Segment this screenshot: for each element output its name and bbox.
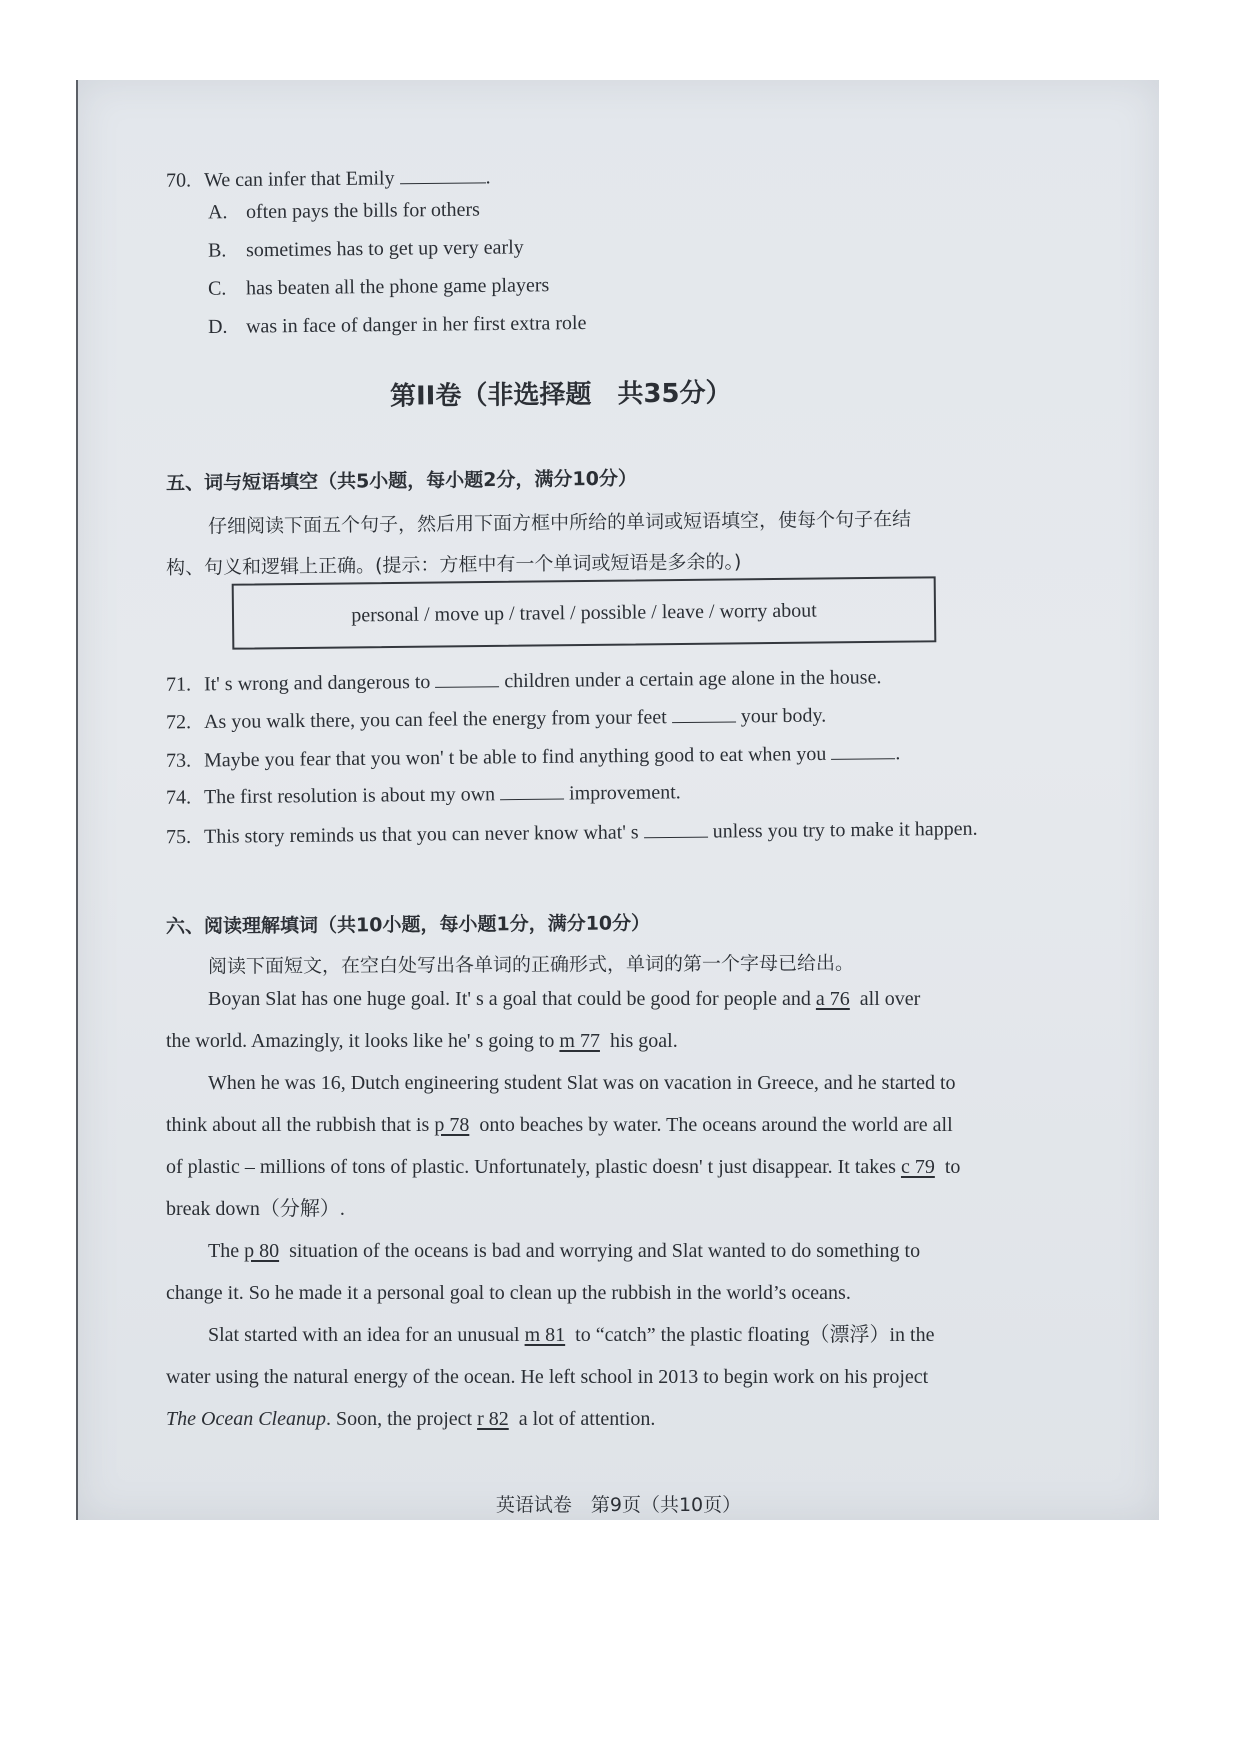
page-footer: 英语试卷 第9页（共10页） xyxy=(495,1494,742,1516)
option-letter: C. xyxy=(207,277,227,300)
cloze-blank-78: p 78 xyxy=(434,1114,470,1136)
project-title: The Ocean Cleanup xyxy=(166,1408,326,1430)
question-75 xyxy=(166,814,978,849)
passage-paragraph-3 xyxy=(166,1230,1071,1314)
question-text: your body. xyxy=(740,704,827,728)
option-text: was in face of danger in her first extra role xyxy=(245,312,587,338)
option-c xyxy=(208,274,549,301)
question-text: As you walk there, you can feel the energy from your feet xyxy=(203,706,667,734)
option-letter: A. xyxy=(207,201,228,224)
passage-paragraph-2 xyxy=(166,1062,1071,1230)
question-text: improvement. xyxy=(568,781,681,805)
question-text: . xyxy=(895,742,901,765)
question-text: Maybe you fear that you won' t be able to find anything good to eat when you xyxy=(203,742,827,772)
passage-line xyxy=(166,1314,1071,1356)
exam-paper xyxy=(76,80,1159,1520)
word-box-options: personal / move up / travel / possible / leave / worry about xyxy=(351,599,817,626)
passage-line: break down（分解）. xyxy=(166,1198,345,1220)
passage-text: Slat started with an idea for an unusual xyxy=(208,1324,520,1346)
answer-blank xyxy=(399,162,485,184)
cloze-blank-76: a 76 xyxy=(815,988,850,1010)
question-72 xyxy=(166,701,826,735)
passage-text: onto beaches by water. The oceans around the world are all xyxy=(479,1114,953,1136)
passage-line: change it. So he made it a personal goal to clean up the rubbish in the world’s oceans. xyxy=(166,1282,851,1304)
passage-text: The xyxy=(208,1240,240,1262)
option-text: often pays the bills for others xyxy=(245,198,480,224)
question-70-stem xyxy=(166,162,491,192)
section-title: 六、阅读理解填词（共10小题，每小题1分，满分10分） xyxy=(165,912,651,938)
question-73 xyxy=(166,738,901,773)
cloze-blank-79: c 79 xyxy=(900,1156,935,1178)
option-d xyxy=(208,312,587,339)
cloze-blank-80: p 80 xyxy=(244,1240,280,1262)
cloze-blank-81: m 81 xyxy=(524,1324,566,1346)
passage-line xyxy=(166,1398,1071,1440)
passage-line: When he was 16, Dutch engineering student Slat was on vacation in Greece, and he started to xyxy=(208,1072,956,1094)
question-number: 72. xyxy=(165,711,192,734)
question-text: The first resolution is about my own xyxy=(203,783,496,809)
passage-line xyxy=(166,1104,1071,1146)
passage-line xyxy=(166,1230,1071,1272)
option-text: sometimes has to get up very early xyxy=(245,236,524,262)
passage-text: of plastic – millions of tons of plastic. Unfortunately, plastic doesn' t just disappear. It takes xyxy=(166,1156,896,1178)
passage-text: to “catch” the plastic floating（漂浮）in the xyxy=(575,1324,935,1346)
passage-text: situation of the oceans is bad and worrying and Slat wanted to do something to xyxy=(289,1240,921,1262)
passage-text: to xyxy=(944,1156,961,1178)
passage-text: the world. Amazingly, it looks like he' s going to xyxy=(166,1030,555,1052)
part-heading: 第II卷（非选择题 共35分） xyxy=(389,378,732,412)
option-a xyxy=(208,199,480,225)
word-box xyxy=(232,576,937,649)
answer-blank xyxy=(643,817,707,839)
option-letter: B. xyxy=(207,239,227,262)
question-text: unless you try to make it happen. xyxy=(712,817,978,843)
passage-text: a lot of attention. xyxy=(518,1408,656,1430)
section-instruction: 仔细阅读下面五个句子，然后用下面方框中所给的单词或短语填空，使每个句子在结 xyxy=(207,508,912,538)
question-74 xyxy=(166,777,681,809)
option-b xyxy=(208,236,524,262)
answer-blank xyxy=(831,738,895,760)
question-71 xyxy=(166,662,882,696)
section-instruction: 构、句义和逻辑上正确。(提示：方框中有一个单词或短语是多余的。) xyxy=(165,550,742,580)
passage-text: . Soon, the project xyxy=(325,1408,473,1430)
option-letter: D. xyxy=(207,315,228,338)
passage-line xyxy=(166,1020,1071,1062)
passage-line xyxy=(166,1146,1071,1188)
passage-paragraph-4 xyxy=(166,1314,1071,1440)
question-number: 70. xyxy=(165,169,192,192)
question-text: children under a certain age alone in the house. xyxy=(504,666,882,693)
question-number: 71. xyxy=(165,673,192,696)
section-title: 五、词与短语填空（共5小题，每小题2分，满分10分） xyxy=(165,467,638,495)
answer-blank xyxy=(435,666,499,688)
question-number: 74. xyxy=(165,786,192,809)
passage-text: Boyan Slat has one huge goal. It' s a goal that could be good for people and xyxy=(208,988,811,1010)
question-text: It' s wrong and dangerous to xyxy=(203,670,431,696)
passage-line: water using the natural energy of the ocean. He left school in 2013 to begin work on his project xyxy=(166,1366,929,1388)
passage-paragraph-1 xyxy=(166,978,1071,1062)
passage-text: all over xyxy=(859,988,921,1010)
question-text: We can infer that Emily xyxy=(203,167,395,192)
passage-text: his goal. xyxy=(609,1030,678,1052)
question-text: This story reminds us that you can never know what' s xyxy=(203,821,639,848)
cloze-blank-77: m 77 xyxy=(559,1030,600,1052)
question-number: 73. xyxy=(165,749,192,772)
option-text: has beaten all the phone game players xyxy=(245,274,550,300)
passage-text: think about all the rubbish that is xyxy=(166,1114,430,1136)
answer-blank xyxy=(672,701,736,723)
section-instruction: 阅读下面短文，在空白处写出各单词的正确形式，单词的第一个字母已给出。 xyxy=(207,952,855,978)
answer-blank xyxy=(500,779,564,801)
passage-line xyxy=(166,978,1071,1020)
question-number: 75. xyxy=(165,825,192,849)
question-text-end: . xyxy=(485,166,491,189)
cloze-blank-82: r 82 xyxy=(477,1408,509,1430)
